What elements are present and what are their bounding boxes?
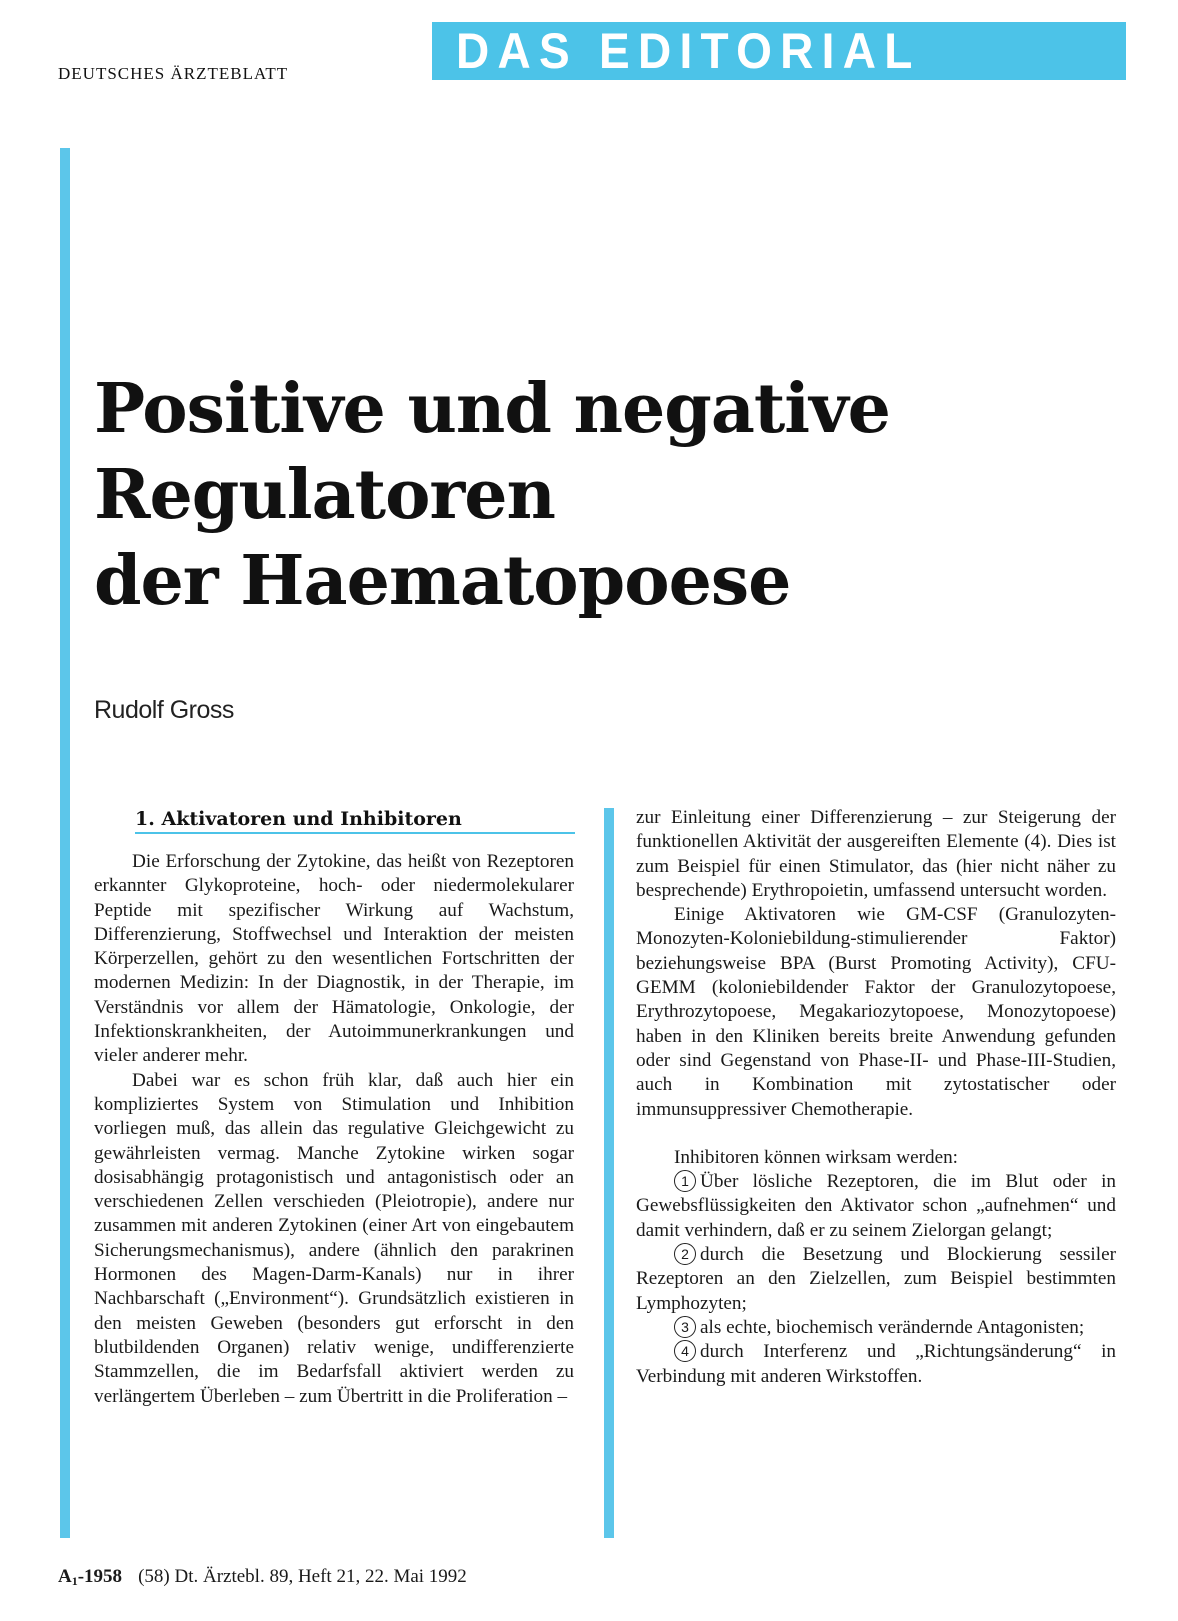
circled-number: 1 [674,1170,696,1192]
page-number-value: -1958 [77,1566,123,1587]
inhibitor-item [636,1340,1116,1389]
inhibitor-item [636,1243,1116,1316]
section-banner [432,22,1126,80]
inhibitor-item [636,1316,1116,1340]
article-title [94,366,994,624]
inhibitor-text: Über lösliche Rezeptoren, die im Blut oder in Gewebsflüssigkeiten den Aktivator schon „aufnehmen“ und damit verhindern, daß er zu seinem Zielorgan gelangt; [636,1171,1116,1241]
journal-name: DEUTSCHES ÄRZTEBLATT [58,64,289,83]
page-subscript: 1 [71,1574,78,1588]
left-accent-bar [60,148,70,1538]
body-paragraph: Einige Aktivatoren wie GM-CSF (Granulozyten-Monozyten-Koloniebildung-stimulierender Faktor) beziehungsweise BPA (Burst Promoting Activity), CFU-GEMM (koloniebildender Faktor der Granulozytopoese, Erythrozytopoese, Megakariozytopoese, Monozytopoese) haben in den Kliniken bereits breite Anwendung gefunden oder sind Gegenstand von Phase-II- und Phase-III-Studien, auch in Kombination mit zytostatischer oder immunsuppressiver Chemotherapie. [636,904,1116,1120]
article-author: Rudolf Gross [94,696,234,724]
inhibitor-text: durch Interferenz und „Richtungsänderung“ in Verbindung mit anderen Wirkstoffen. [636,1341,1116,1387]
circled-number: 2 [674,1243,696,1265]
inhibitor-text: durch die Besetzung und Blockierung sessiler Rezeptoren an den Zielzellen, zum Beispiel bestimmten Lymphozyten; [636,1244,1116,1314]
inhibitor-text: als echte, biochemisch verändernde Antagonisten; [700,1316,1085,1338]
page-prefix: A [58,1566,72,1587]
inhibitor-item [636,1170,1116,1243]
body-paragraph: Inhibitoren können wirksam werden: [674,1146,959,1168]
circled-number: 3 [674,1316,696,1338]
page-number [58,1566,122,1587]
page-footer [58,1566,467,1589]
title-line: Positive und negative [94,369,890,449]
column-accent-bar [604,808,614,1538]
body-paragraph: zur Einleitung einer Differenzierung – zur Steigerung der funktionellen Aktivität der ausgereiften Elemente (4). Dies ist zum Beispiel für einen Stimulator, das (hier nicht näher zu besprechende) Erythropoietin, umfassend untersucht worden. [636,807,1116,901]
section-heading: 1. Aktivatoren und Inhibitoren [135,808,575,834]
circled-number: 4 [674,1340,696,1362]
text-column-right [636,806,1116,1389]
section-banner-label: DAS EDITORIAL [456,23,921,79]
body-paragraph: Dabei war es schon früh klar, daß auch hier ein kompliziertes System von Stimulation und Inhibition vorliegen muß, das allein das regulative Gleichgewicht zu gewährleisten vermag. Manche Zytokine wirken sogar dosisabhängig protagonistisch und antagonistisch oder an verschiedenen Zellen verschieden (Pleiotropie), andere nur zusammen mit anderen Zytokinen (einer Art von eingebautem Sicherungsmechanismus), andere (ähnlich den parakrinen Hormonen des Magen-Darm-Kanals) nur in ihrer Nachbarschaft („Environment“). Grundsätzlich existieren in den meisten Geweben (besonders gut erforscht in den blutbildenden Organen) relativ wenige, undifferenzierte Stammzellen, die im Bedarfsfall aktiviert werden zu verlängertem Überleben – zum Übertritt in die Proliferation – [94,1069,574,1407]
title-line: Regulatoren [94,455,555,535]
citation: (58) Dt. Ärztebl. 89, Heft 21, 22. Mai 1992 [138,1566,467,1587]
title-line: der Haematopoese [94,541,791,621]
text-column-left [94,850,574,1409]
body-paragraph: Die Erforschung der Zytokine, das heißt von Rezeptoren erkannter Glykoproteine, hoch- oder niedermolekularer Peptide mit spezifischer Wirkung auf Wachstum, Differenzierung, Stoffwechsel und Interaktion der meisten Körperzellen, gehört zu den wesentlichen Fortschritten der modernen Medizin: In der Diagnostik, in der Therapie, im Verständnis vor allem der Hämatologie, Onkologie, der Infektionskrankheiten, der Autoimmunerkrankungen und vieler anderer mehr. [94,851,574,1067]
